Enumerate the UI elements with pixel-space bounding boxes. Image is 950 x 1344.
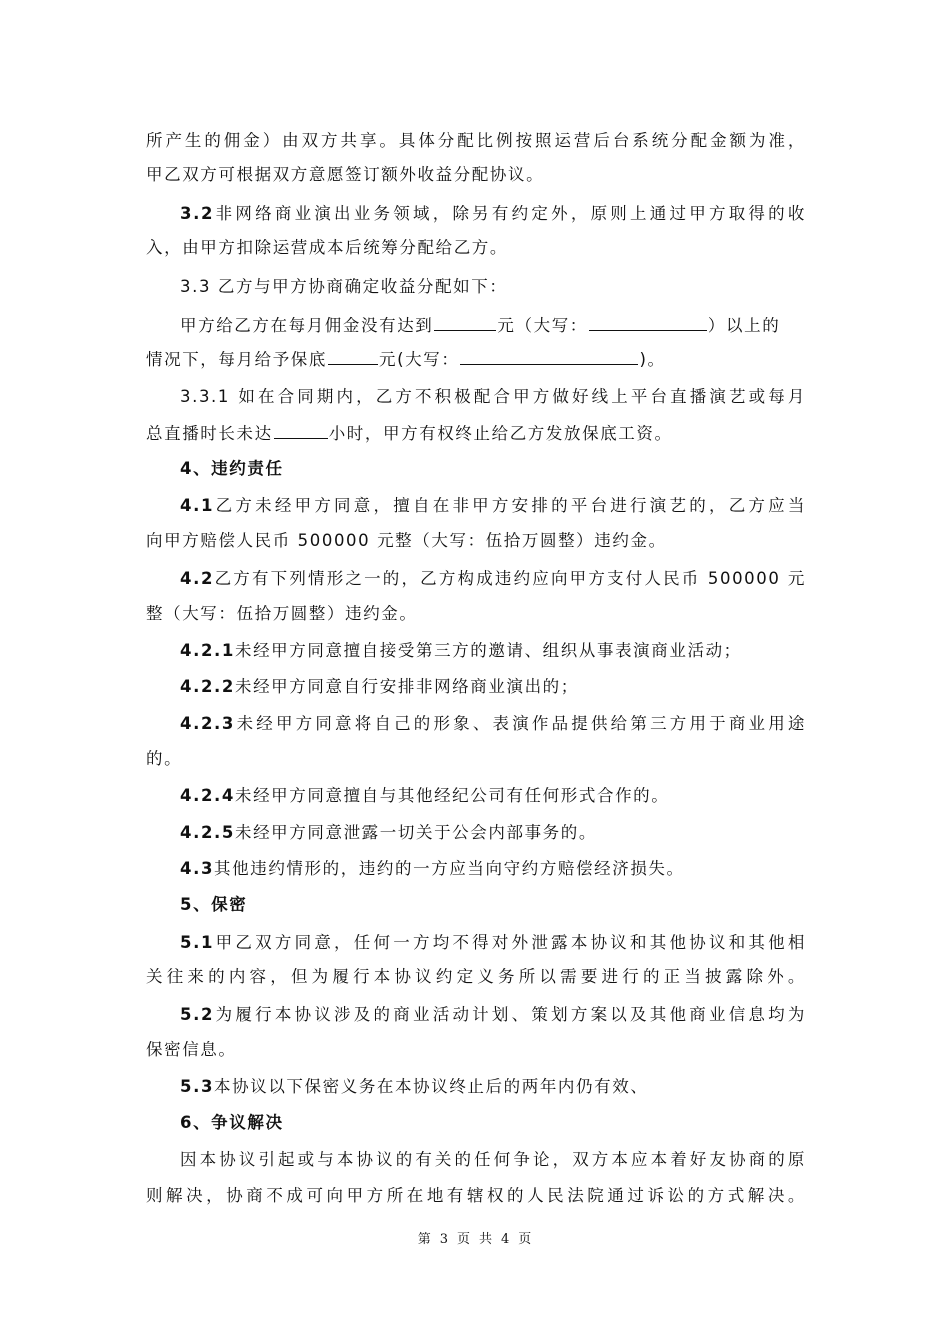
clause-number: 3.2 [180, 204, 215, 223]
clause-4-2-3 [180, 712, 806, 736]
clause-number: 4.2.5 [180, 823, 235, 842]
text: 未经甲方同意泄露一切关于公会内部事务的。 [234, 823, 597, 842]
commission-line [180, 312, 806, 336]
text: 3.3.1 如在合同期内，乙方不积极配合甲方做好线上平台直播演艺或每月 [180, 387, 806, 406]
paragraph-line [146, 1184, 806, 1208]
text: 未经甲方同意自行安排非网络商业演出的； [234, 677, 579, 696]
clause-number: 5.3 [180, 1077, 215, 1096]
text: 整（大写：伍拾万圆整）违约金。 [146, 604, 418, 623]
text: 小时，甲方有权终止给乙方发放保底工资。 [328, 424, 673, 443]
text: 其他违约情形的，违约的一方应当向守约方赔偿经济损失。 [214, 859, 685, 878]
paragraph-line [146, 129, 806, 153]
guarantee-words-blank [460, 346, 638, 365]
text: 总直播时长未达 [146, 424, 273, 443]
section-heading [180, 1111, 806, 1135]
text: 甲方给乙方在每月佣金没有达到 [180, 316, 434, 335]
clause-number: 4.1 [180, 496, 215, 515]
paragraph-line [146, 420, 806, 444]
text: 甲乙双方可根据双方意愿签订额外收益分配协议。 [146, 165, 545, 184]
amount-words-blank [589, 312, 707, 331]
text: 未经甲方同意擅自接受第三方的邀请、组织从事表演商业活动； [234, 641, 742, 660]
page-number: 3 [439, 1232, 449, 1247]
text: 未经甲方同意将自己的形象、表演作品提供给第三方用于商业用途 [234, 714, 806, 733]
text: 元（大写： [497, 316, 588, 335]
clause-4-2-4 [180, 784, 806, 808]
clause-4-2 [180, 567, 806, 591]
clause-number: 4.2.2 [180, 677, 235, 696]
paragraph-line [146, 163, 806, 187]
guarantee-line [146, 346, 806, 370]
heading-text: 4、违约责任 [180, 459, 284, 478]
text: 关往来的内容，但为履行本协议约定义务所以需要进行的正当披露除外。 [146, 967, 806, 986]
text: 甲乙双方同意，任何一方均不得对外泄露本协议和其他协议和其他相 [214, 933, 806, 952]
text: 入，由甲方扣除运营成本后统筹分配给乙方。 [146, 238, 508, 257]
text: 则解决，协商不成可向甲方所在地有辖权的人民法院通过诉讼的方式解决。 [146, 1186, 806, 1205]
footer-text: 页 [518, 1232, 533, 1247]
section-heading [180, 893, 806, 917]
page-footer [0, 1228, 950, 1247]
amount-blank [434, 312, 496, 331]
heading-text: 5、保密 [180, 895, 248, 914]
text: 乙方未经甲方同意，擅自在非甲方安排的平台进行演艺的，乙方应当 [214, 496, 806, 515]
text: 的。 [146, 749, 183, 768]
text: 元(大写： [379, 350, 460, 369]
footer-text: 页 [456, 1232, 471, 1247]
footer-text: 共 [479, 1232, 494, 1247]
clause-number: 4.2.3 [180, 714, 235, 733]
text: 所产生的佣金）由双方共享。具体分配比例按照运营后台系统分配金额为准， [146, 131, 806, 150]
paragraph-line [146, 529, 806, 553]
clause-5-1 [180, 931, 806, 955]
paragraph-line [146, 1038, 806, 1062]
clause-5-2 [180, 1003, 806, 1027]
paragraph-line [146, 236, 806, 260]
text: 向甲方赔偿人民币 500000 元整（大写：伍拾万圆整）违约金。 [146, 531, 667, 550]
clause-3-3 [180, 275, 806, 299]
text: 非网络商业演出业务领域，除另有约定外，原则上通过甲方取得的收 [214, 204, 806, 223]
clause-4-2-2 [180, 675, 806, 699]
paragraph-line [180, 1148, 806, 1172]
clause-number: 4.3 [180, 859, 215, 878]
text: 未经甲方同意擅自与其他经纪公司有任何形式合作的。 [234, 786, 670, 805]
footer-text: 第 [417, 1232, 432, 1247]
clause-number: 5.2 [180, 1005, 215, 1024]
clause-4-2-1 [180, 639, 806, 663]
paragraph-line [146, 965, 806, 989]
text: 为履行本协议涉及的商业活动计划、策划方案以及其他商业信息均为 [214, 1005, 806, 1024]
clause-4-2-5 [180, 821, 806, 845]
clause-5-3 [180, 1075, 806, 1099]
hours-blank [274, 420, 328, 439]
clause-number: 4.2.4 [180, 786, 235, 805]
text: ）以上的 [707, 316, 781, 335]
guarantee-amount-blank [328, 346, 378, 365]
text: 情况下，每月给予保底 [146, 350, 327, 369]
clause-4-3 [180, 857, 806, 881]
text: 因本协议引起或与本协议的有关的任何争论，双方本应本着好友协商的原 [180, 1150, 806, 1169]
clause-3-3-1 [180, 385, 806, 409]
text: )。 [639, 350, 666, 369]
paragraph-line [146, 747, 806, 771]
text: 3.3 乙方与甲方协商确定收益分配如下： [180, 277, 508, 296]
text: 本协议以下保密义务在本协议终止后的两年内仍有效、 [214, 1077, 649, 1096]
clause-number: 5.1 [180, 933, 215, 952]
clause-number: 4.2 [180, 569, 215, 588]
section-heading [180, 457, 806, 481]
paragraph-line [146, 602, 806, 626]
clause-4-1 [180, 494, 806, 518]
text: 保密信息。 [146, 1040, 237, 1059]
total-pages: 4 [501, 1232, 511, 1247]
clause-number: 4.2.1 [180, 641, 235, 660]
clause-3-2 [180, 202, 806, 226]
heading-text: 6、争议解决 [180, 1113, 284, 1132]
text: 乙方有下列情形之一的，乙方构成违约应向甲方支付人民币 500000 元 [214, 569, 806, 588]
